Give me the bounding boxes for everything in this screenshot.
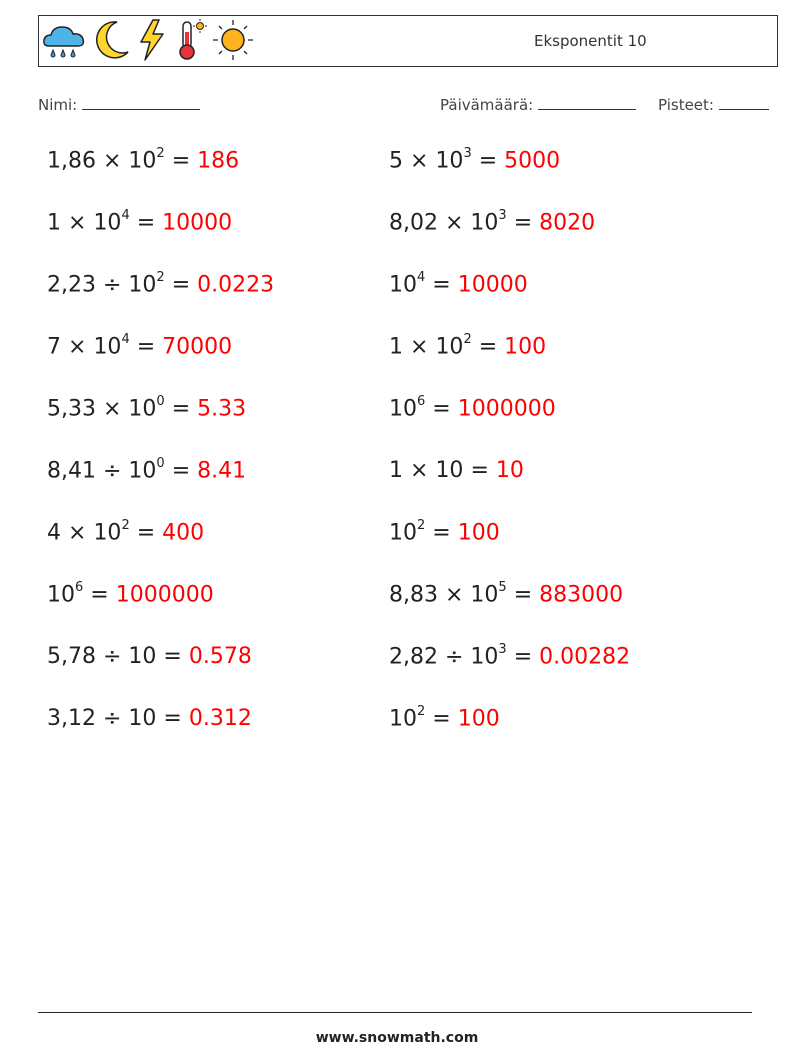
problem-equals: = <box>163 706 182 731</box>
rain-cloud-icon <box>41 20 87 64</box>
problem-equals: = <box>478 334 498 360</box>
problem-answer: 8020 <box>539 210 596 236</box>
problem-operator: × <box>410 148 429 174</box>
problem-ten: 10 <box>128 458 157 484</box>
problem-answer: 1000000 <box>115 582 214 608</box>
problem-item <box>389 582 623 607</box>
problem-exponent: 2 <box>156 146 165 161</box>
problem-operator: ÷ <box>102 272 122 298</box>
problem-operator: × <box>444 210 464 236</box>
problem-ten: 10 <box>389 272 417 298</box>
problem-item <box>389 148 560 173</box>
problem-answer: 100 <box>457 520 500 546</box>
problem-ten: 10 <box>470 644 499 670</box>
problem-base: 8,83 <box>389 582 438 608</box>
problem-item <box>47 148 239 173</box>
problem-operator: × <box>68 520 87 546</box>
problem-answer: 5.33 <box>197 396 247 422</box>
problem-base: 8,02 <box>389 210 438 236</box>
problem-equals: = <box>513 644 533 670</box>
problem-operator: × <box>68 334 87 360</box>
name-line <box>82 95 200 110</box>
problem-base: 4 <box>47 520 61 546</box>
problem-answer: 100 <box>504 334 547 360</box>
problem-equals: = <box>90 582 109 608</box>
problem-operator: ÷ <box>102 644 122 669</box>
problem-ten: 10 <box>128 272 157 298</box>
date-label: Päivämäärä: <box>440 96 534 114</box>
problem-base: 2,82 <box>389 644 438 670</box>
problem-answer: 883000 <box>539 582 624 608</box>
problem-equals: = <box>432 520 451 546</box>
problem-answer: 0.312 <box>188 706 252 731</box>
sun-icon <box>211 18 255 66</box>
problem-answer: 100 <box>457 706 500 732</box>
problem-item <box>389 334 546 359</box>
problem-operator: ÷ <box>102 458 122 484</box>
score-field <box>658 95 769 114</box>
problem-item <box>47 582 214 607</box>
name-label: Nimi: <box>38 96 78 114</box>
problem-answer: 0.578 <box>188 644 252 669</box>
problem-item <box>389 706 500 731</box>
problem-exponent: 2 <box>417 704 426 719</box>
problem-answer: 0.0223 <box>197 272 275 298</box>
problem-answer: 10 <box>495 458 524 483</box>
problem-exponent: 5 <box>498 580 507 595</box>
footer-divider <box>38 1012 752 1013</box>
problem-exponent: 0 <box>156 456 165 471</box>
problem-ten: 10 <box>435 458 464 483</box>
problem-item <box>47 644 252 669</box>
problem-item <box>389 210 595 235</box>
problem-answer: 10000 <box>457 272 528 298</box>
problem-exponent: 2 <box>463 332 472 347</box>
problem-item <box>47 210 232 235</box>
problem-equals: = <box>171 458 191 484</box>
problem-base: 2,23 <box>47 272 96 298</box>
problem-equals: = <box>432 706 451 732</box>
problem-item <box>389 458 524 483</box>
problem-item <box>47 334 232 359</box>
problem-operator: × <box>102 148 122 174</box>
problem-item <box>47 706 252 731</box>
problem-ten: 10 <box>435 148 464 174</box>
problem-ten: 10 <box>389 706 417 732</box>
problem-equals: = <box>432 396 451 422</box>
score-label: Pisteet: <box>658 96 714 114</box>
problem-ten: 10 <box>128 396 157 422</box>
name-field <box>38 95 200 114</box>
problem-answer: 400 <box>162 520 205 546</box>
problem-item <box>389 272 528 297</box>
problem-exponent: 4 <box>121 332 130 347</box>
date-line <box>538 95 636 110</box>
problem-item <box>47 458 246 483</box>
worksheet-header <box>38 15 778 67</box>
problem-equals: = <box>136 334 156 360</box>
problem-base: 7 <box>47 334 61 360</box>
problem-ten: 10 <box>47 582 75 608</box>
problem-exponent: 6 <box>417 394 426 409</box>
header-icons <box>41 19 259 65</box>
problem-equals: = <box>136 210 156 236</box>
score-line <box>719 95 769 110</box>
problem-ten: 10 <box>470 582 499 608</box>
problem-item <box>47 520 204 545</box>
problem-equals: = <box>171 272 191 298</box>
problem-equals: = <box>171 396 191 422</box>
problem-item <box>389 396 556 421</box>
problem-exponent: 3 <box>498 642 507 657</box>
problem-base: 3,12 <box>47 706 96 731</box>
problem-equals: = <box>432 272 451 298</box>
problem-base: 1 <box>389 458 403 483</box>
problem-exponent: 2 <box>417 518 426 533</box>
problem-base: 8,41 <box>47 458 96 484</box>
problem-equals: = <box>513 210 533 236</box>
problem-answer: 10000 <box>162 210 233 236</box>
problem-base: 1 <box>47 210 61 236</box>
problem-equals: = <box>478 148 498 174</box>
problem-answer: 8.41 <box>197 458 247 484</box>
problem-ten: 10 <box>93 520 122 546</box>
problem-exponent: 6 <box>75 580 84 595</box>
problem-item <box>47 272 274 297</box>
problem-ten: 10 <box>435 334 464 360</box>
date-field <box>440 95 636 114</box>
problem-base: 1 <box>389 334 403 360</box>
problem-equals: = <box>136 520 156 546</box>
problem-answer: 0.00282 <box>539 644 631 670</box>
problem-ten: 10 <box>93 210 122 236</box>
problem-ten: 10 <box>128 148 157 174</box>
problem-equals: = <box>470 458 489 483</box>
problem-answer: 70000 <box>162 334 233 360</box>
problem-ten: 10 <box>93 334 122 360</box>
problem-item <box>389 644 630 669</box>
problem-exponent: 4 <box>121 208 130 223</box>
problem-exponent: 4 <box>417 270 426 285</box>
problem-base: 5,78 <box>47 644 96 669</box>
problem-operator: × <box>68 210 87 236</box>
problem-exponent: 3 <box>463 146 472 161</box>
problem-operator: ÷ <box>102 706 122 731</box>
thermometer-icon <box>173 18 207 66</box>
problem-equals: = <box>513 582 533 608</box>
problem-equals: = <box>163 644 182 669</box>
lightning-icon <box>135 18 169 66</box>
problem-operator: × <box>444 582 464 608</box>
problem-operator: ÷ <box>444 644 464 670</box>
problem-operator: × <box>102 396 122 422</box>
problem-exponent: 0 <box>156 394 165 409</box>
problem-ten: 10 <box>128 644 157 669</box>
worksheet-title: Eksponentit 10 <box>534 32 647 50</box>
problem-exponent: 3 <box>498 208 507 223</box>
problem-ten: 10 <box>470 210 499 236</box>
problem-exponent: 2 <box>156 270 165 285</box>
problem-item <box>47 396 246 421</box>
problem-answer: 1000000 <box>457 396 556 422</box>
problem-exponent: 2 <box>121 518 130 533</box>
problem-base: 1,86 <box>47 148 96 174</box>
problem-equals: = <box>171 148 191 174</box>
problem-operator: × <box>410 334 429 360</box>
problem-item <box>389 520 500 545</box>
footer-site: www.snowmath.com <box>315 1030 479 1046</box>
problem-ten: 10 <box>389 396 417 422</box>
problem-operator: × <box>410 458 429 483</box>
problem-base: 5,33 <box>47 396 96 422</box>
problem-ten: 10 <box>128 706 157 731</box>
moon-icon <box>91 18 131 66</box>
problem-answer: 5000 <box>504 148 561 174</box>
problem-answer: 186 <box>197 148 240 174</box>
problem-base: 5 <box>389 148 403 174</box>
problem-ten: 10 <box>389 520 417 546</box>
